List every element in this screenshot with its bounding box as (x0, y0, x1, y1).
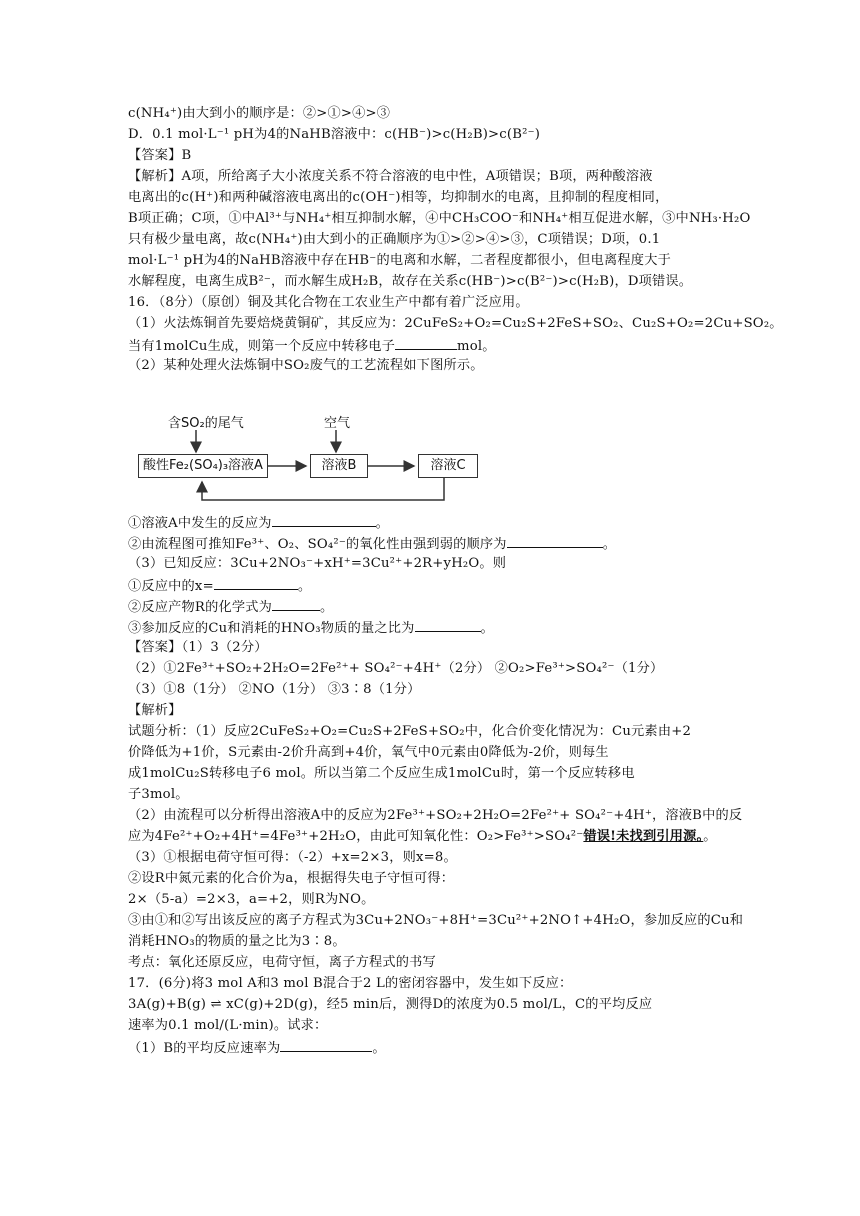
text-line (128, 932, 346, 952)
line-text: 成1molCu₂S转移电子6 mol。所以当第二个反应生成1molCu时，第一个反应转移电 (128, 766, 635, 781)
answer-blank (507, 533, 603, 548)
line-text: ②反应产物R的化学式为 (128, 600, 273, 615)
line-suffix: 。 (320, 600, 334, 615)
line-text: （2）由流程可以分析得出溶液A中的反应为2Fe³⁺+SO₂+2H₂O=2Fe²⁺+ SO₄²⁻+4H⁺，溶液B中的反 (128, 808, 743, 823)
text-line (128, 209, 750, 229)
line-text: 17．(6分)将3 mol A和3 mol B混合于2 L的密闭容器中，发生如下反应： (128, 976, 573, 991)
line-suffix: mol。 (457, 339, 496, 354)
line-text: ①反应中的x= (128, 579, 214, 594)
line-text: 【解析】 (128, 703, 182, 718)
line-text: 【答案】（1）3（2分） (128, 640, 268, 655)
process-flow-diagram (138, 408, 508, 512)
error-reference-text: 错误!未找到引用源。 (583, 829, 704, 844)
text-line (128, 251, 671, 271)
text-line (128, 953, 436, 973)
text-line (128, 995, 652, 1015)
line-text: 子3mol。 (128, 787, 189, 802)
line-suffix: 。 (375, 516, 389, 531)
line-text: ②设R中氮元素的化合价为a，根据得失电子守恒可得： (128, 871, 455, 886)
text-line (128, 785, 189, 805)
text-line (128, 596, 333, 618)
text-line (128, 293, 529, 313)
text-line (128, 146, 191, 166)
answer-blank (214, 575, 298, 590)
line-suffix: 。 (602, 537, 617, 552)
text-line (128, 1016, 327, 1036)
solution-b-box: 溶液B (310, 454, 368, 478)
text-line (128, 554, 506, 574)
line-text: ③参加反应的Cu和消耗的HNO₃物质的量之比为 (128, 621, 415, 636)
answer-blank (415, 617, 481, 632)
text-line (128, 722, 691, 742)
line-text: 【答案】B (128, 148, 192, 163)
text-line (128, 764, 635, 784)
text-line (128, 659, 663, 679)
line-text: ③由①和②写出该反应的离子方程式为3Cu+2NO₃⁻+8H⁺=3Cu²⁺+2NO↑+4H₂O，参加反应的Cu和 (128, 913, 744, 928)
line-text: 电离出的c(H⁺)和两种碱溶液电离出的c(OH⁻)相等，均抑制水的电离，且抑制的程度相同， (128, 190, 669, 205)
text-line (128, 314, 783, 334)
text-line (128, 272, 692, 292)
text-line (128, 188, 668, 208)
line-text: 当有1molCu生成，则第一个反应中转移电子 (128, 339, 396, 354)
answer-blank (395, 335, 457, 350)
text-line (128, 356, 484, 376)
text-line (128, 1037, 386, 1059)
input-air-label: 空气 (324, 416, 351, 431)
line-text: 价降低为+1价，S元素由-2价升高到+4价，氧气中0元素由0降低为-2价，则每生 (128, 745, 609, 760)
text-line (128, 167, 653, 187)
line-text: 16．（8分）（原创）铜及其化合物在工农业生产中都有着广泛应用。 (128, 295, 529, 310)
text-line (128, 869, 454, 889)
line-text: ②由流程图可推知Fe³⁺、O₂、SO₄²⁻的氧化性由强到弱的顺序为 (128, 537, 507, 552)
input-tail-gas-label: 含SO₂的尾气 (168, 416, 244, 431)
text-line (128, 638, 268, 658)
line-text: D．0.1 mol·L⁻¹ pH为4的NaHB溶液中：c(HB⁻)>c(H₂B)>c(B²⁻) (128, 127, 541, 142)
text-line (128, 974, 572, 994)
text-line (128, 680, 420, 700)
line-text: （1）火法炼铜首先要焙烧黄铜矿，其反应为：2CuFeS₂+O₂=Cu₂S+2FeS+SO₂、Cu₂S+O₂=2Cu+SO₂。 (128, 316, 783, 331)
text-line (128, 827, 717, 847)
line-text: 应为4Fe²⁺+O₂+4H⁺=4Fe³⁺+2H₂O，由此可知氧化性：O₂>Fe³⁺>SO₄²⁻ (128, 829, 584, 844)
answer-blank (280, 1037, 372, 1052)
line-text: mol·L⁻¹ pH为4的NaHB溶液中存在HB⁻的电离和水解，二者程度都很小，但电离程度大于 (128, 253, 671, 268)
line-text: c(NH₄⁺)由大到小的顺序是：②>①>④>③ (128, 106, 391, 121)
line-suffix: 。 (372, 1041, 386, 1056)
text-line (128, 701, 182, 721)
line-text: （3）①8（1分） ②NO（1分） ③3∶8（1分） (128, 682, 421, 697)
line-text: 水解程度，电离生成B²⁻，而水解生成H₂B，故存在关系c(HB⁻)>c(B²⁻)>c(H₂B)，D项错误。 (128, 274, 693, 289)
line-text: B项正确；C项，①中Al³⁺与NH₄⁺相互抑制水解，④中CH₃COO⁻和NH₄⁺相互促进水解，③中NH₃·H₂O (128, 211, 751, 226)
text-line (128, 125, 540, 145)
answer-blank (272, 512, 376, 527)
line-suffix: 。 (297, 579, 312, 594)
line-text: ①溶液A中发生的反应为 (128, 516, 272, 531)
line-suffix: 。 (703, 829, 717, 844)
line-text: （1）B的平均反应速率为 (128, 1041, 281, 1056)
line-text: 速率为0.1 mol/(L·min)。试求： (128, 1018, 328, 1033)
line-text: 考点：氧化还原反应，电荷守恒，离子方程式的书写 (128, 955, 436, 970)
line-text: 试题分析：（1）反应2CuFeS₂+O₂=Cu₂S+2FeS+SO₂中，化合价变化情况为：Cu元素由+2 (128, 724, 692, 739)
answer-blank (272, 596, 320, 611)
text-line (128, 575, 311, 597)
line-text: 3A(g)+B(g) ⇌ xC(g)+2D(g)，经5 min后，测得D的浓度为0.5 mol/L，C的平均反应 (128, 997, 653, 1012)
text-line (128, 806, 742, 826)
line-text: 消耗HNO₃的物质的量之比为3∶8。 (128, 934, 346, 949)
line-text: 【解析】A项，所给离子大小浓度关系不符合溶液的电中性，A项错误；B项，两种酸溶液 (128, 169, 653, 184)
text-line (128, 230, 660, 250)
line-suffix: 。 (480, 621, 494, 636)
line-text: 只有极少量电离，故c(NH₄⁺)由大到小的正确顺序为①>②>④>③，C项错误；D项，0.1 (128, 232, 661, 247)
text-line (128, 890, 375, 910)
text-line (128, 743, 609, 763)
line-text: （3）已知反应：3Cu+2NO₃⁻+xH⁺=3Cu²⁺+2R+yH₂O。则 (128, 556, 507, 571)
text-line (128, 533, 616, 555)
line-text: （2）某种处理火法炼铜中SO₂废气的工艺流程如下图所示。 (128, 358, 484, 373)
solution-a-box: 酸性Fe₂(SO₄)₃溶液A (138, 454, 268, 478)
text-line (128, 104, 390, 124)
text-line (128, 848, 457, 868)
line-text: （3）①根据电荷守恒可得：（-2）+x=2×3，则x=8。 (128, 850, 457, 865)
text-line (128, 617, 494, 639)
text-line (128, 335, 496, 357)
line-text: 2×（5-a）=2×3，a=+2，则R为NO。 (128, 892, 375, 907)
text-line (128, 512, 389, 534)
text-line (128, 911, 743, 931)
line-text: （2）①2Fe³⁺+SO₂+2H₂O=2Fe²⁺+ SO₄²⁻+4H⁺（2分） ②O₂>Fe³⁺>SO₄²⁻（1分） (128, 661, 664, 676)
solution-c-box: 溶液C (418, 454, 478, 478)
